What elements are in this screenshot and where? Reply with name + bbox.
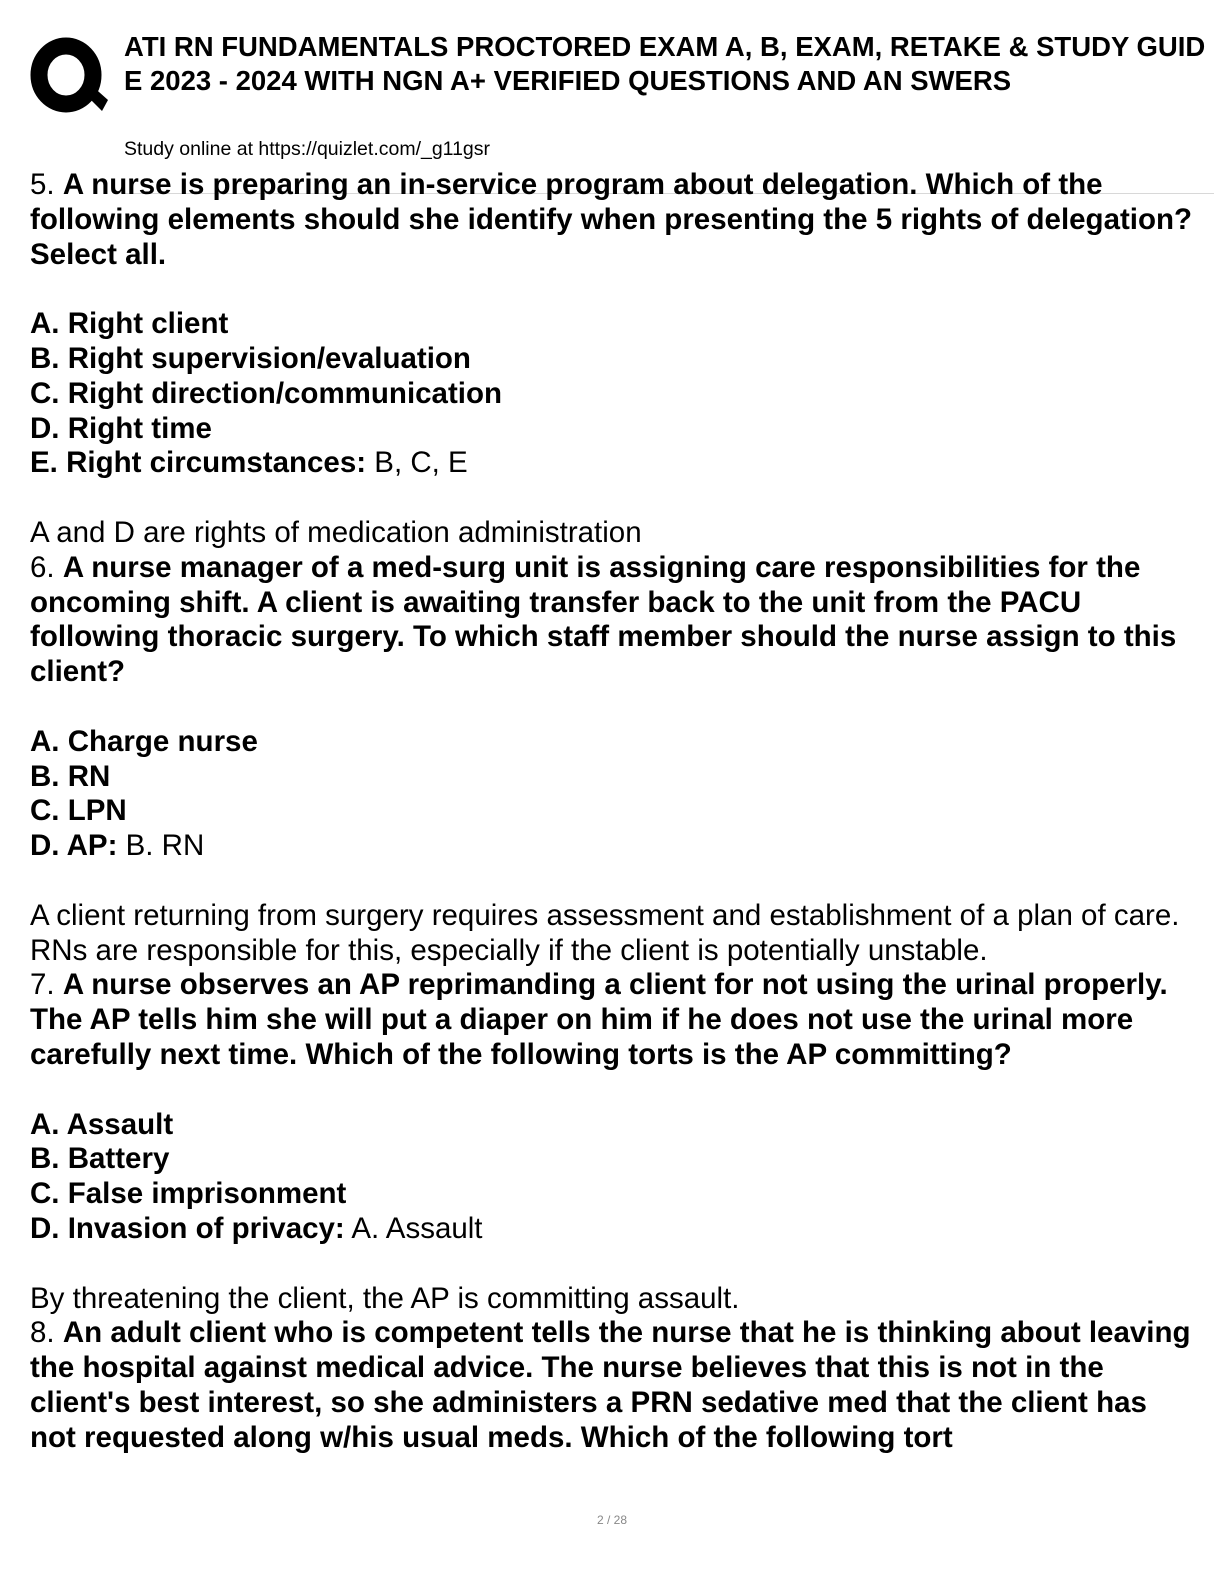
answer-option-with-answer [30, 829, 1200, 864]
answer-option: A. Right client [30, 307, 229, 341]
answer-option: D. Right time [30, 411, 212, 445]
answer-option: E. Right circumstances: [30, 446, 367, 480]
spacer [30, 1073, 1200, 1108]
rationale: A client returning from surgery requires assessment and establishment of a plan of care. RNs are responsible for this, especially if the client is potentially unstable. [30, 898, 1180, 967]
answer-option: A. Charge nurse [30, 724, 258, 758]
question-stem [30, 1316, 1200, 1455]
question-text: An adult client who is competent tells the nurse that he is thinking about leaving the hospital against medical advice. The nurse believes that this is not in the client's best interest, so she administers a PRN sedative med that the client has not requested along w/his usual meds. Which of the following tort [30, 1316, 1191, 1454]
correct-answer: A. Assault [351, 1211, 483, 1245]
question-text: A nurse observes an AP reprimanding a client for not using the urinal properly. The AP tells him she will put a diaper on him if he does not use the urinal more carefully next time. Which of the following torts is the AP committing? [30, 968, 1168, 1071]
question-number: 8. [30, 1316, 55, 1350]
spacer [30, 864, 1200, 899]
question-number: 7. [30, 968, 55, 1002]
page-number: 2 / 28 [596, 1513, 628, 1527]
question-text: A nurse manager of a med-surg unit is assigning care responsibilities for the oncoming shift. A client is awaiting transfer back to the unit from the PACU following thoracic surgery. To which staff member should the nurse assign to this client? [30, 550, 1177, 689]
correct-answer: B. RN [125, 829, 205, 863]
answer-option: C. False imprisonment [30, 1177, 347, 1211]
document-header [30, 30, 1214, 164]
rationale: By threatening the client, the AP is committing assault. [30, 1281, 740, 1315]
answer-option: A. Assault [30, 1107, 174, 1141]
questions-content [30, 168, 1200, 1455]
correct-answer: B, C, E [374, 446, 468, 480]
question-stem [30, 968, 1200, 1072]
answer-option: B. Battery [30, 1142, 170, 1176]
answer-option: B. RN [30, 759, 111, 793]
answer-option-with-answer [30, 1212, 1200, 1247]
answer-option: C. Right direction/communication [30, 376, 503, 410]
rationale: A and D are rights of medication administration [30, 515, 642, 549]
spacer [30, 481, 1200, 516]
spacer [30, 1247, 1200, 1282]
answer-option: D. AP: [30, 829, 118, 863]
question-text: A nurse is preparing an in-service program about delegation. Which of the following elements should she identify when presenting the 5 rights of delegation? Select all. [30, 168, 1193, 271]
question-number: 6. [30, 550, 55, 584]
quizlet-q-logo-icon [30, 34, 110, 114]
question-stem [30, 168, 1200, 272]
question-number: 5. [30, 168, 55, 201]
answer-option: D. Invasion of privacy: [30, 1211, 345, 1245]
spacer [30, 690, 1200, 725]
study-online-link-text: Study online at https://quizlet.com/_g11gsr [124, 138, 491, 160]
document-title: ATI RN FUNDAMENTALS PROCTORED EXAM A, B, EXAM, RETAKE & STUDY GUIDE 2023 - 2024 WITH NGN A+ VERIFIED QUESTIONS AND AN SWERS [124, 31, 1206, 96]
question-stem [30, 551, 1200, 690]
answer-option: B. Right supervision/evaluation [30, 341, 471, 375]
spacer [30, 272, 1200, 307]
answer-option-with-answer [30, 446, 1200, 481]
answer-option: C. LPN [30, 794, 127, 828]
